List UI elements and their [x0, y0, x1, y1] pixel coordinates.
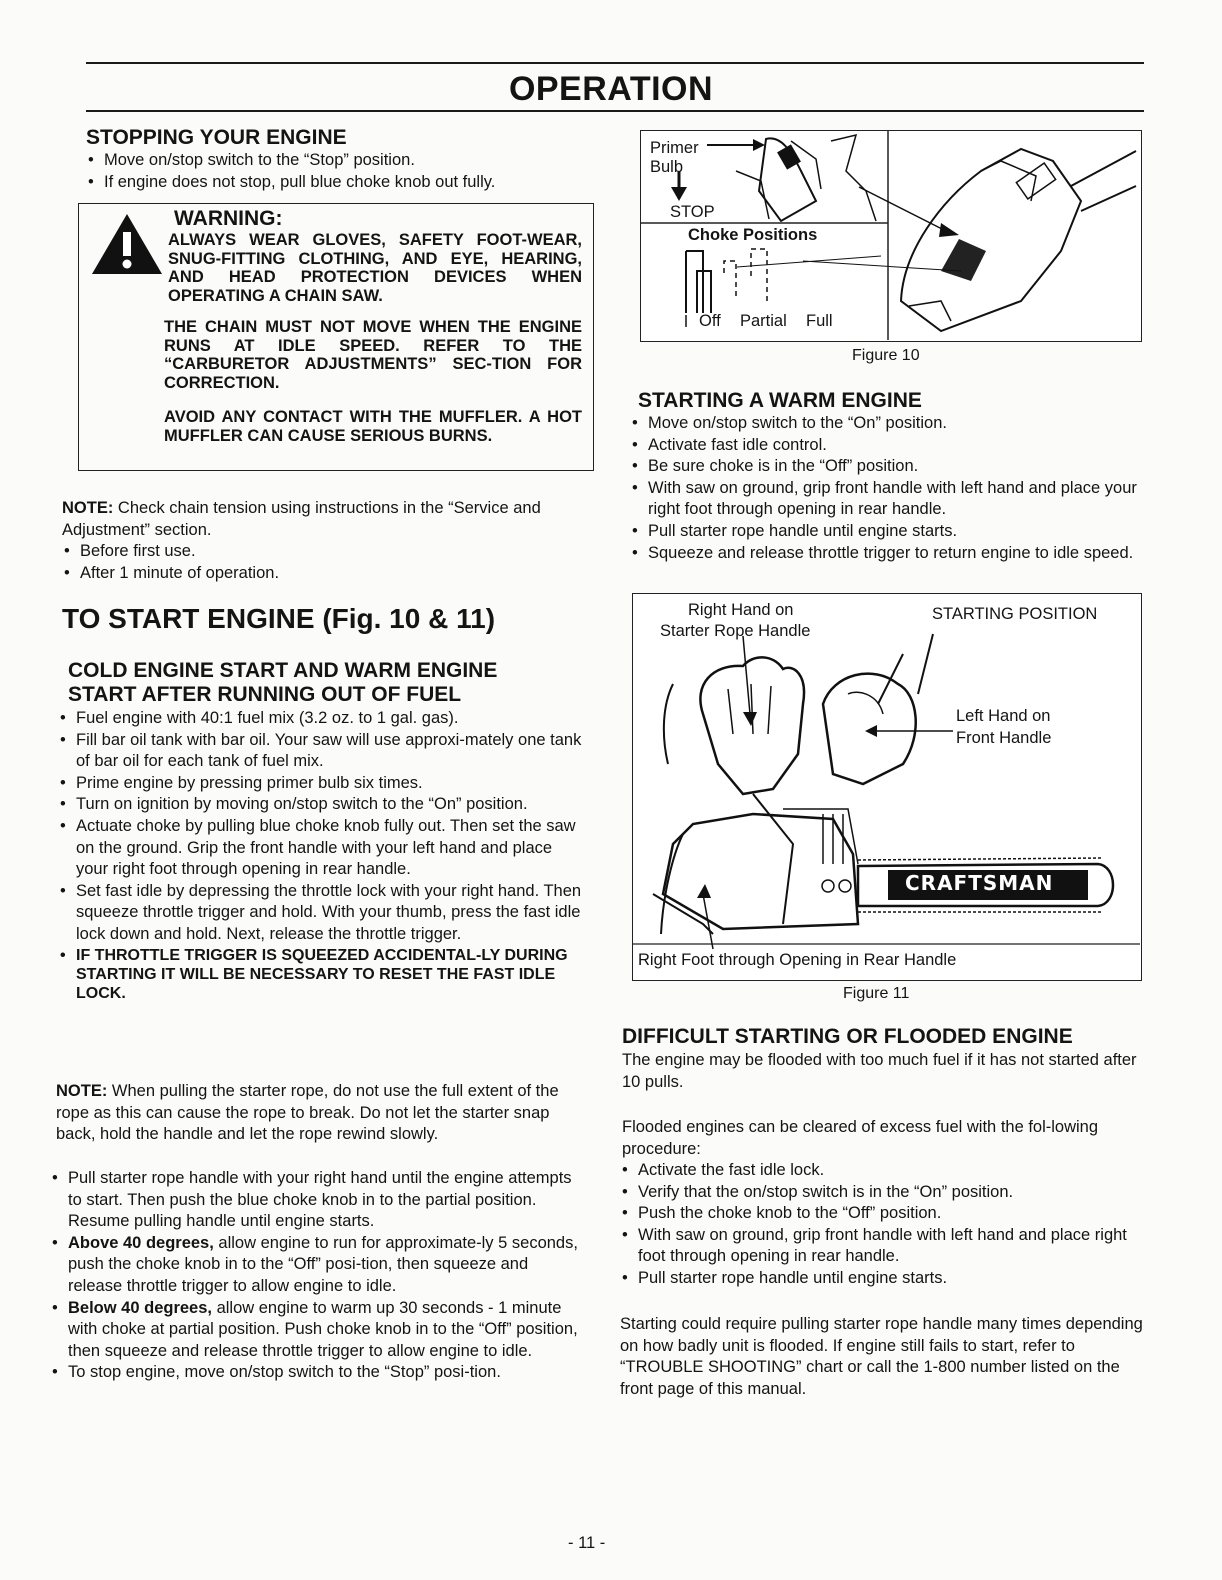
list-item: • Above 40 degrees, allow engine to run for approximate-ly 5 seconds, push the choke knob in to the “Off” posi-tion, then squeeze and release throttle trigger to allow engine to idle. [48, 1233, 578, 1298]
list-item: • After 1 minute of operation. [60, 563, 560, 585]
figure-10-caption: Figure 10 [852, 347, 920, 364]
craftsman-logo: CRAFTSMAN [905, 871, 1054, 895]
list-item: • Set fast idle by depressing the throttle lock with your right hand. Then squeeze throttle trigger and hold. With your thumb, press the fast idle lock down and hold. Next, release the throttle trigger. [56, 881, 584, 946]
list-item: • Fuel engine with 40:1 fuel mix (3.2 oz. to 1 gal. gas). [56, 708, 584, 730]
list-item: • Push the choke knob to the “Off” position. [618, 1203, 1146, 1225]
note-chain-tension: NOTE: Check chain tension using instructions in the “Service and Adjustment” section. [62, 499, 541, 539]
list-item: • Below 40 degrees, allow engine to warm up 30 seconds - 1 minute with choke at partial position. Push choke knob in to the “Off” position, then squeeze and release throttle trigger to allow engine to idle. [48, 1298, 578, 1363]
list-item: • Activate fast idle control. [628, 435, 1160, 457]
flooded-intro: The engine may be flooded with too much fuel if it has not started after 10 pulls. [622, 1051, 1137, 1091]
page-title: OPERATION [508, 70, 714, 108]
list-item: • Before first use. [60, 541, 560, 563]
list-item: • Pull starter rope handle until engine starts. [628, 521, 1160, 543]
choke-partial-label: Partial [740, 312, 787, 330]
list-item: • Be sure choke is in the “Off” position. [628, 456, 1160, 478]
list-item: • Turn on ignition by moving on/stop switch to the “On” position. [56, 794, 584, 816]
note-list [60, 541, 560, 584]
page-number: - 11 - [568, 1534, 606, 1552]
list-item: • Activate the fast idle lock. [618, 1160, 1146, 1182]
starting-position-label: STARTING POSITION [932, 605, 1098, 623]
stop-label: STOP [670, 203, 715, 221]
list-item: • Move on/stop switch to the “Stop” position. [84, 150, 594, 172]
list-item: • Actuate choke by pulling blue choke knob fully out. Then set the saw on the ground. Grip the front handle with your left hand and place your right foot through opening in rear handle. [56, 816, 584, 881]
choke-full-label: Full [806, 312, 833, 330]
list-item: • Fill bar oil tank with bar oil. Your saw will use approxi-mately one tank of bar oil for each tank of fuel mix. [56, 730, 584, 773]
cold-start-list [56, 708, 584, 1003]
right-hand-label: Right Hand on [688, 601, 794, 619]
list-item: • Prime engine by pressing primer bulb six times. [56, 773, 584, 795]
figure-11-caption: Figure 11 [843, 985, 910, 1002]
list-item: • Squeeze and release throttle trigger to return engine to idle speed. [628, 543, 1160, 565]
flooded-procedure-intro: Flooded engines can be cleared of excess fuel with the fol-lowing procedure: [622, 1118, 1099, 1158]
stopping-heading: STOPPING YOUR ENGINE [86, 126, 347, 149]
choke-positions-label: Choke Positions [688, 226, 818, 244]
list-item: • IF THROTTLE TRIGGER IS SQUEEZED ACCIDENTAL-LY DURING STARTING IT WILL BE NECESSARY TO RESET THE FAST IDLE LOCK. [56, 946, 584, 1003]
cold-start-heading-2: START AFTER RUNNING OUT OF FUEL [68, 683, 462, 706]
figure-11-drawing [633, 594, 1140, 978]
front-handle-label: Front Handle [956, 729, 1052, 747]
choke-off-label: Off [699, 312, 721, 330]
list-item: • If engine does not stop, pull blue choke knob out fully. [84, 172, 594, 194]
warm-engine-list [628, 413, 1160, 564]
primer-label: Primer [650, 139, 699, 157]
warning-text-3: AVOID ANY CONTACT WITH THE MUFFLER. A HOT MUFFLER CAN CAUSE SERIOUS BURNS. [164, 408, 582, 445]
warm-engine-heading: STARTING A WARM ENGINE [638, 389, 922, 412]
warning-title: WARNING: [174, 207, 283, 230]
right-foot-label: Right Foot through Opening in Rear Handle [638, 951, 957, 969]
to-start-heading: TO START ENGINE (Fig. 10 & 11) [62, 603, 496, 634]
list-item: • Pull starter rope handle until engine starts. [618, 1268, 1146, 1290]
starter-rope-label: Starter Rope Handle [660, 622, 811, 640]
flooded-procedure-list [618, 1160, 1146, 1290]
note-starter-rope: NOTE: When pulling the starter rope, do not use the full extent of the rope as this can cause the rope to break. Do not let the starter snap back, hold the handle and let the rope rewind slowly. [56, 1082, 559, 1144]
stopping-list [84, 150, 594, 193]
flooded-troubleshooting: Starting could require pulling starter rope handle many times depending on how badly unit is flooded. If engine still fails to start, refer to “TROUBLE SHOOTING” chart or call the 1-800 number listed on the front page of this manual. [620, 1315, 1143, 1398]
warning-triangle-icon [90, 212, 164, 276]
bulb-label: Bulb [650, 158, 684, 176]
list-item: • With saw on ground, grip front handle with left hand and place right foot through opening in rear handle. [618, 1225, 1146, 1268]
list-item: • To stop engine, move on/stop switch to the “Stop” posi-tion. [48, 1362, 578, 1384]
list-item: • Verify that the on/stop switch is in the “On” position. [618, 1182, 1146, 1204]
difficult-starting-heading: DIFFICULT STARTING OR FLOODED ENGINE [622, 1025, 1073, 1048]
cold-start-heading-1: COLD ENGINE START AND WARM ENGINE [68, 659, 498, 682]
warning-text-2: THE CHAIN MUST NOT MOVE WHEN THE ENGINE RUNS AT IDLE SPEED. REFER TO THE “CARBURETOR ADJUSTMENTS” SEC-TION FOR CORRECTION. [164, 318, 582, 392]
list-item: • Pull starter rope handle with your right hand until the engine attempts to start. Then push the blue choke knob in to the partial position. Resume pulling handle until engine starts. [48, 1168, 578, 1233]
top-rule [86, 62, 1144, 64]
left-hand-label: Left Hand on [956, 707, 1051, 725]
warning-text-1: ALWAYS WEAR GLOVES, SAFETY FOOT-WEAR, SNUG-FITTING CLOTHING, AND EYE, HEARING, AND HEAD PROTECTION DEVICES WHEN OPERATING A CHAIN SAW. [168, 231, 582, 305]
title-underline [86, 110, 1144, 112]
list-item: • Move on/stop switch to the “On” position. [628, 413, 1160, 435]
start-procedure-list [48, 1168, 578, 1384]
list-item: • With saw on ground, grip front handle with left hand and place your right foot through opening in rear handle. [628, 478, 1160, 521]
